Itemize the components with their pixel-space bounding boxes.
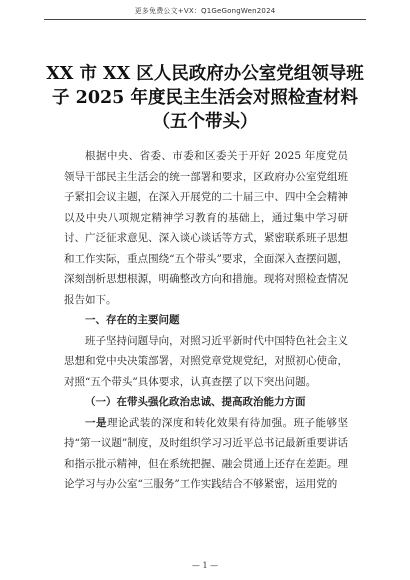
intro-paragraph: 根据中央、省委、市委和区委关于开好 2025 年度党员领导干部民主生活会的统一部署和要求，区政府办公室党组班子紧扣会议主题，在深入开展党的二十届三中、四中全会精神以及中央八项规定精神学习教育的基础上，通过集中学习研讨、广泛征求意见、深入谈心谈话等方式，紧密联系班子思想和工作实际，重点围绕“五个带头”要求，全面深入查摆问题，深刻剖析思想根源，明确整改方向和措施。现将对照检查情况报告如下。	[64, 150, 348, 306]
point-lead: 一是	[85, 416, 107, 429]
subsection-heading-1: （一）在带头强化政治忠诚、提高政治能力方面	[85, 396, 306, 408]
section-1-paragraph: 班子坚持问题导向，对照习近平新时代中国特色社会主义思想和党中央决策部署，对照党章党规党纪，对照初心使命，对照“五个带头”具体要求，认真查摆了以下突出问题。	[64, 334, 348, 388]
header-divider	[44, 19, 366, 20]
section-heading-1: 一、存在的主要问题	[85, 314, 180, 326]
page-number: — 1 —	[191, 561, 219, 570]
title-line-1: XX 市 XX 区人民政府办公室党组领导班	[46, 64, 364, 84]
document-title	[40, 62, 370, 134]
subsection-1-paragraph	[64, 413, 348, 495]
title-line-2: 子 2025 年度民主生活会对照检查材料	[52, 88, 358, 108]
document-body	[64, 146, 348, 495]
title-line-3: （五个带头）	[152, 112, 258, 132]
header-note: 更多免费公文+VX：Q1GeGongWen2024	[134, 7, 276, 15]
point-text: 理论武装的深度和转化效果有待加强。班子能够坚持“第一议题”制度，及时组织学习习近平总书记最新重要讲话和指示批示精神，但在系统把握、融会贯通上还存在差距。理论学习与办公室“三服务”工作实践结合不够紧密，运用党的	[64, 416, 349, 490]
